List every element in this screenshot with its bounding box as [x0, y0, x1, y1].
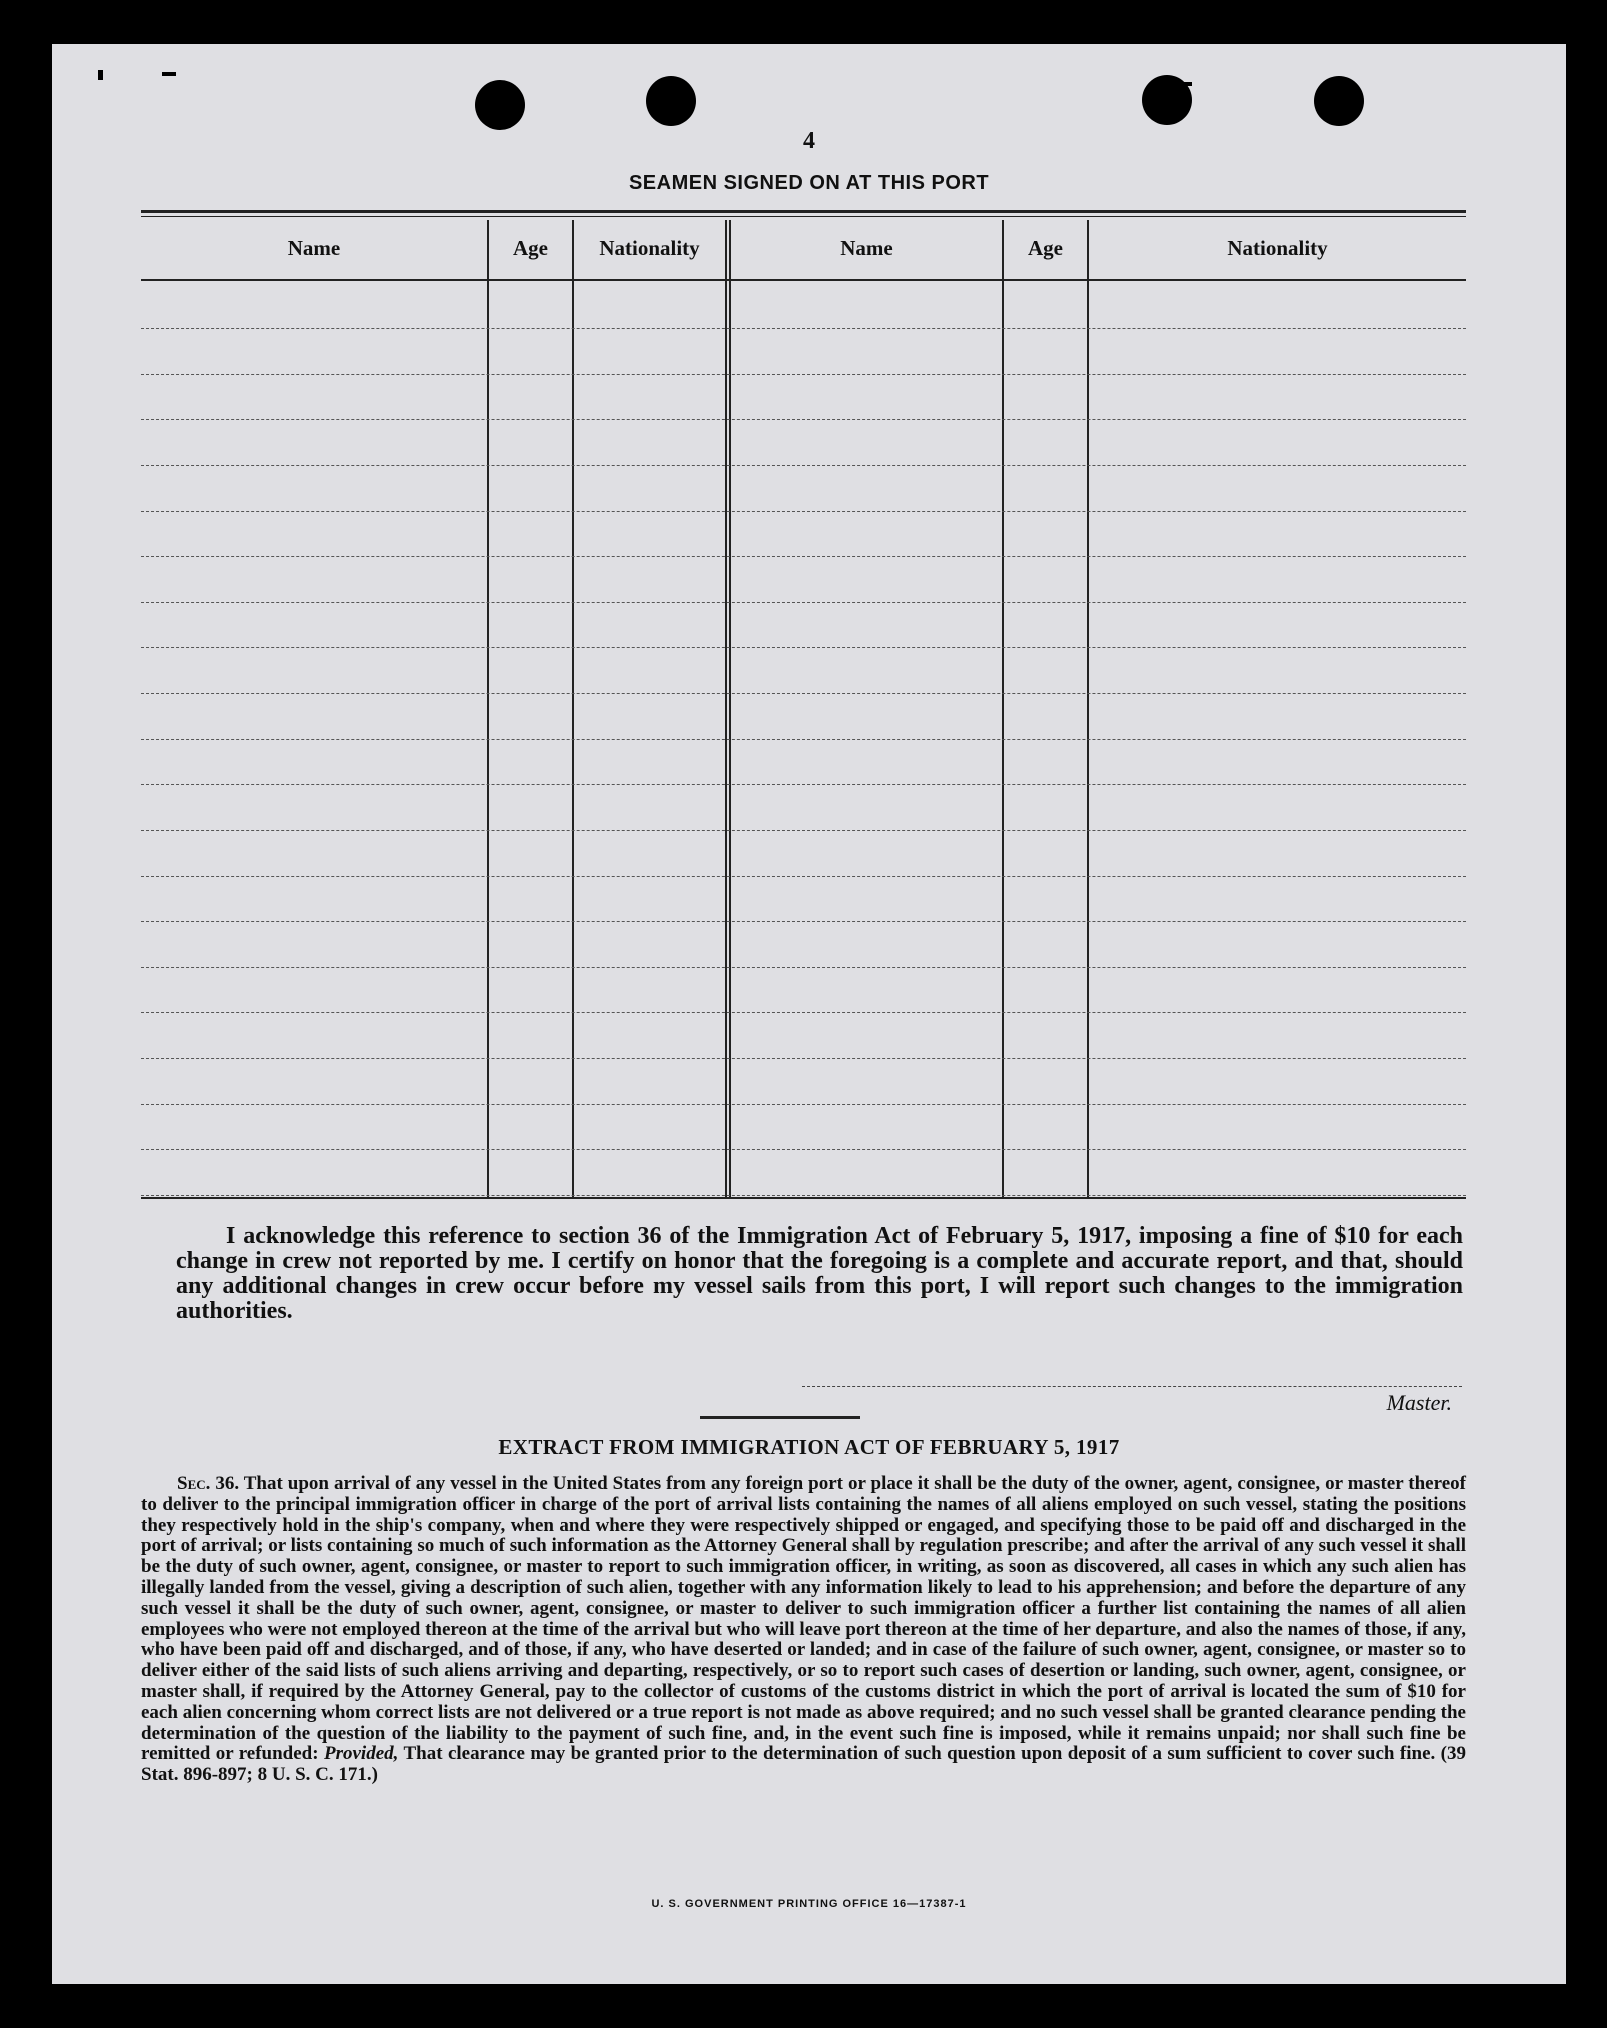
master-label: Master.: [1386, 1390, 1452, 1415]
table-row-line: [141, 967, 1466, 968]
extract-body-text-end: That clearance may be granted prior to the determination of such question upon deposit of a sum sufficient to cover such fine. (39 Stat. 896-897; 8 U. S. C. 171.): [141, 1743, 1466, 1786]
table-row-line: [141, 602, 1466, 603]
provided-term: Provided,: [324, 1743, 399, 1765]
scan-mark: [162, 72, 176, 76]
table-row-line: [141, 876, 1466, 877]
table-row-line: [141, 921, 1466, 922]
punch-hole-2: [646, 76, 696, 126]
printer-imprint: U. S. GOVERNMENT PRINTING OFFICE 16—17387-1: [651, 1898, 967, 1910]
column-divider: [1087, 220, 1089, 1198]
table-row-line: [141, 328, 1466, 329]
punch-hole-4: [1314, 76, 1364, 126]
column-header-nationality: Nationality: [1227, 236, 1328, 260]
column-header-nationality: Nationality: [599, 236, 700, 260]
table-row-line: [141, 1195, 1466, 1196]
column-header-name: Name: [287, 236, 341, 260]
column-header-name: Name: [840, 236, 893, 260]
scan-mark: [1172, 82, 1192, 86]
table-row-line: [141, 1058, 1466, 1059]
form-page: [52, 44, 1566, 1984]
page-number: 4: [803, 128, 815, 154]
acknowledgement-text: I acknowledge this reference to section 36 of the Immigration Act of February 5, 1917, imposing a fine of $10 for each change in crew not reported by me. I certify on honor that the foregoing is a complete and accurate report, and that, should any additional changes in crew occur before my vessel sails from this port, I will report such changes to the immigration authorities.: [176, 1223, 1463, 1324]
table-row-line: [141, 693, 1466, 694]
column-header-age: Age: [1028, 236, 1063, 260]
column-divider: [572, 220, 574, 1198]
column-divider: [1002, 220, 1004, 1198]
table-row-line: [141, 830, 1466, 831]
table-row-line: [141, 784, 1466, 785]
table-title: SEAMEN SIGNED ON AT THIS PORT: [628, 172, 990, 194]
master-signature-line: [802, 1386, 1462, 1387]
table-row-line: [141, 1012, 1466, 1013]
table-top-rule: [141, 210, 1466, 213]
table-row-line: [141, 374, 1466, 375]
punch-hole-1: [475, 80, 525, 130]
table-row-line: [141, 1104, 1466, 1105]
column-divider-double: [725, 220, 727, 1198]
extract-title: EXTRACT FROM IMMIGRATION ACT OF FEBRUARY 5, 1917: [498, 1435, 1120, 1459]
extract-body: [141, 1474, 1466, 1786]
table-row-line: [141, 511, 1466, 512]
table-row-line: [141, 556, 1466, 557]
column-divider: [487, 220, 489, 1198]
table-row-line: [141, 465, 1466, 466]
scan-mark: [98, 70, 103, 80]
section-reference: Sec. 36.: [177, 1473, 240, 1494]
table-row-line: [141, 419, 1466, 420]
column-header-age: Age: [513, 236, 548, 260]
section-divider: [700, 1416, 860, 1419]
crew-table: [141, 210, 1466, 1200]
table-row-line: [141, 647, 1466, 648]
table-top-rule-thin: [141, 216, 1466, 217]
table-header-rule: [141, 279, 1466, 281]
extract-body-text: That upon arrival of any vessel in the United States from any foreign port or place it shall be the duty of the owner, agent, consignee, or master thereof to deliver to the principal immigration officer in charge of the port of arrival lists containing the names of all aliens employed on such vessel, stating the positions they respectively hold in the ship's company, when and where they were respectively shipped or engaged, and specifying those to be paid off and discharged in the port of arrival; or lists containing so much of such information as the Attorney General shall by regulation prescribe; and after the arrival of any such vessel it shall be the duty of such owner, agent, consignee, or master to report to such immigration officer, in writing, as soon as discovered, all cases in which any such alien has illegally landed from the vessel, giving a description of such alien, together with any information likely to lead to his apprehension; and before the departure of any such vessel it shall be the duty of such owner, agent, consignee, or master to deliver to such immigration officer a further list containing the names of all alien employees who were not employed thereon at the time of the arrival but who will leave port thereon at the time of her departure, and also the names of those, if any, who have been paid off and discharged, and of those, if any, who have deserted or landed; and in case of the failure of such owner, agent, consignee, or master so to deliver either of the said lists of such aliens arriving and departing, respectively, or so to report such cases of desertion or landing, such owner, agent, consignee, or master shall, if required by the Attorney General, pay to the collector of customs of the customs district in which the port of arrival is located the sum of $10 for each alien concerning whom correct lists are not delivered or a true report is not made as above required; and no such vessel shall be granted clearance pending the determination of the question of the liability to the payment of such fine, and, in the event such fine is imposed, while it remains unpaid; nor shall such fine be remitted or refunded:: [141, 1473, 1466, 1765]
table-row-line: [141, 739, 1466, 740]
table-bottom-rule: [141, 1197, 1466, 1199]
table-row-line: [141, 1149, 1466, 1150]
